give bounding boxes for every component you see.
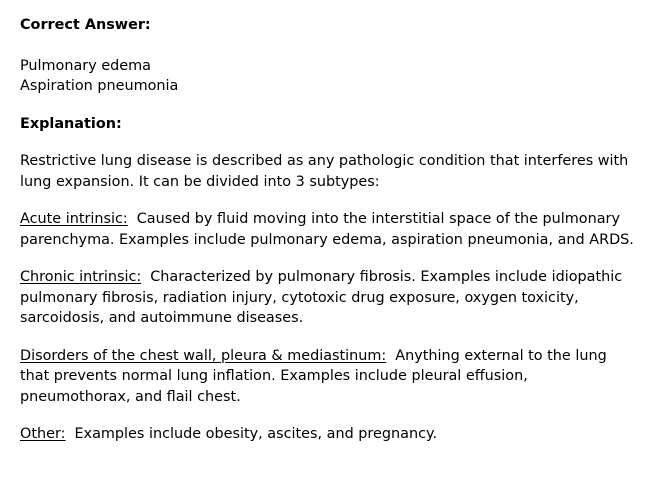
- subtype-term: Other:: [20, 426, 66, 442]
- correct-answer-heading: Correct Answer:: [20, 17, 151, 33]
- answer-explanation-panel: [20, 15, 635, 445]
- subtype-chest-wall-disorders: [20, 346, 635, 408]
- subtype-term: Disorders of the chest wall, pleura & mediastinum:: [20, 347, 387, 364]
- explanation-heading: Explanation:: [20, 115, 122, 132]
- subtype-description: Characterized by pulmonary fibrosis. Examples include idiopathic pulmonary fibrosis, radiation injury, cytotoxic drug exposure, oxygen toxicity, sarcoidosis, and autoimmune diseases.: [20, 269, 623, 326]
- subtype-description: Examples include obesity, ascites, and pregnancy.: [74, 426, 438, 442]
- correct-answer-item: Pulmonary edema: [20, 57, 151, 74]
- subtype-acute-intrinsic: [20, 209, 635, 250]
- correct-answer-item: Aspiration pneumonia: [20, 78, 179, 94]
- subtype-term: Acute intrinsic:: [20, 211, 128, 227]
- subtype-chronic-intrinsic: [20, 267, 635, 329]
- subtype-other: [20, 424, 635, 445]
- subtype-term: Chronic intrinsic:: [20, 269, 142, 285]
- subtype-description: Anything external to the lung that prevents normal lung inflation. Examples include pleural effusion, pneumothorax, and flail chest.: [20, 347, 607, 405]
- correct-answer-list: [20, 56, 635, 97]
- subtype-description: Caused by fluid moving into the interstitial space of the pulmonary parenchyma. Examples include pulmonary edema, aspiration pneumonia, and ARDS.: [20, 211, 634, 248]
- explanation-intro: Restrictive lung disease is described as any pathologic condition that interferes with lung expansion. It can be divided into 3 subtypes:: [20, 153, 629, 190]
